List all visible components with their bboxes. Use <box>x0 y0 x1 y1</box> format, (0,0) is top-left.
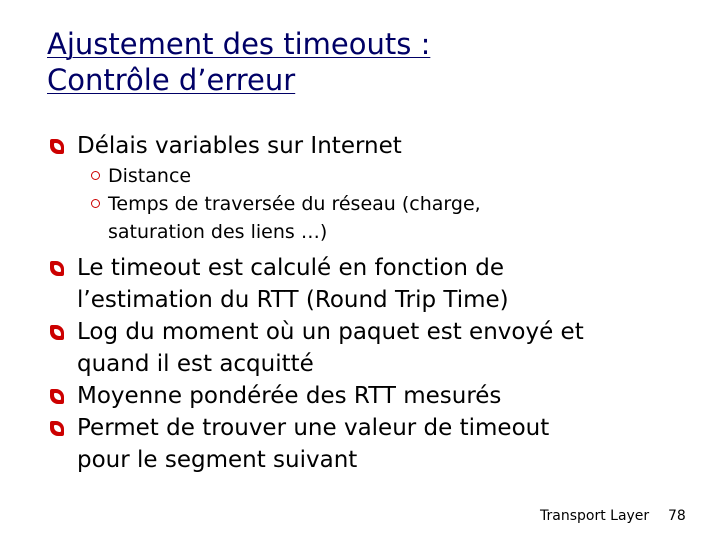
footer-label: Transport Layer <box>540 508 650 524</box>
sub-bullet-icon <box>91 199 100 208</box>
sub-bullet-text: Distance <box>108 165 192 187</box>
bullet-text: Délais variables sur Internet <box>77 133 402 159</box>
page-number: 78 <box>668 508 686 524</box>
bullet-icon <box>50 261 64 276</box>
bullet-text: Le timeout est calculé en fonction de <box>77 255 505 281</box>
slide-title <box>47 26 430 98</box>
sub-bullet-icon <box>91 171 100 180</box>
slide-title-line-2: Contrôle d’erreur <box>47 63 296 97</box>
bullet-item <box>46 130 686 162</box>
bullet-item <box>46 412 686 476</box>
bullet-list <box>46 130 686 476</box>
bullet-item <box>46 316 686 380</box>
bullet-icon <box>50 389 64 404</box>
sub-bullet-text: saturation des liens …) <box>108 221 328 243</box>
sub-bullet-item <box>46 162 686 190</box>
slide-title-line-1: Ajustement des timeouts : <box>47 27 431 61</box>
bullet-text: l’estimation du RTT (Round Trip Time) <box>77 287 509 313</box>
bullet-item <box>46 252 686 316</box>
bullet-text: pour le segment suivant <box>77 447 358 473</box>
bullet-icon <box>50 325 64 340</box>
sub-bullet-text: Temps de traversée du réseau (charge, <box>108 193 481 215</box>
bullet-text: Log du moment où un paquet est envoyé et <box>77 319 584 345</box>
bullet-icon <box>50 139 64 154</box>
bullet-text: Moyenne pondérée des RTT mesurés <box>77 383 502 409</box>
sub-bullet-item <box>46 190 686 246</box>
bullet-text: Permet de trouver une valeur de timeout <box>77 415 550 441</box>
bullet-text: quand il est acquitté <box>77 351 314 377</box>
bullet-icon <box>50 421 64 436</box>
bullet-item <box>46 380 686 412</box>
